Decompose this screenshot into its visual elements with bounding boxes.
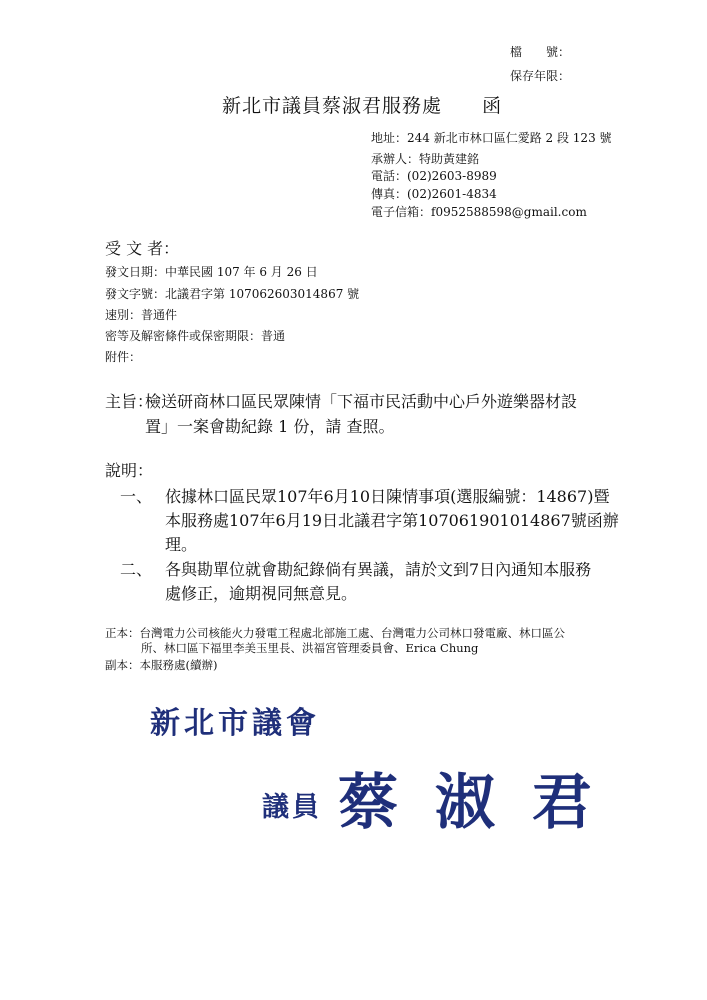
main-recipients-line-2: 所、林口區下福里李美玉里長、洪福宮管理委員會、Erica Chung [141, 641, 479, 655]
contact-phone: 電話：(02)2603-8989 [371, 169, 497, 183]
document-title [222, 91, 502, 118]
item-2-number: 二、 [120, 560, 153, 579]
file-number-label: 檔 號： [510, 45, 571, 59]
item-2-line-2: 處修正，逾期視同無意見。 [165, 584, 358, 603]
item-2-line-1: 各與勘單位就會勘紀錄倘有異議，請於文到7日內通知本服務 [165, 560, 592, 579]
org-name: 新北市議員蔡淑君服務處 [222, 95, 443, 117]
contact-fax: 傳真：(02)2601-4834 [371, 187, 497, 201]
subject-label: 主旨： [105, 392, 154, 411]
main-recipients-line-1: 正本：台灣電力公司核能火力發電工程處北部施工處、台灣電力公司林口發電廠、林口區公 [105, 626, 565, 640]
item-1-number: 一、 [120, 487, 153, 506]
contact-handler: 承辦人：特助黃建銘 [371, 152, 480, 166]
recipient-label: 受 文 者： [105, 239, 180, 258]
document-type: 函 [482, 95, 503, 117]
security-level: 密等及解密條件或保密期限：普通 [105, 329, 286, 343]
council-seal: 新北市議會 [150, 706, 320, 741]
item-1-line-2: 本服務處107年6月19日北議君字第107061901014867號函辦 [165, 511, 619, 530]
document-number: 發文字號：北議君字第 107062603014867 號 [105, 287, 360, 301]
explanation-label: 說明： [105, 461, 154, 480]
copy-recipients: 副本：本服務處(續辦) [105, 658, 218, 672]
delivery-speed: 速別：普通件 [105, 308, 178, 322]
subject-line-2: 置」一案會勘紀錄 1 份，請 查照。 [145, 417, 395, 436]
item-1-line-1: 依據林口區民眾107年6月10日陳情事項(選服編號：14867)暨 [165, 487, 610, 506]
retention-period-label: 保存年限： [510, 69, 571, 83]
item-1-line-3: 理。 [165, 535, 198, 554]
councillor-title-seal: 議員 [262, 792, 322, 823]
attachment-label: 附件： [105, 350, 142, 364]
subject-line-1: 檢送研商林口區民眾陳情「下福市民活動中心戶外遊樂器材設 [145, 392, 578, 411]
contact-email: 電子信箱：f0952588598@gmail.com [371, 205, 587, 219]
councillor-name-seal: 蔡 淑 君 [338, 768, 600, 838]
issue-date: 發文日期：中華民國 107 年 6 月 26 日 [105, 265, 318, 279]
contact-address: 地址：244 新北市林口區仁愛路 2 段 123 號 [371, 131, 612, 145]
